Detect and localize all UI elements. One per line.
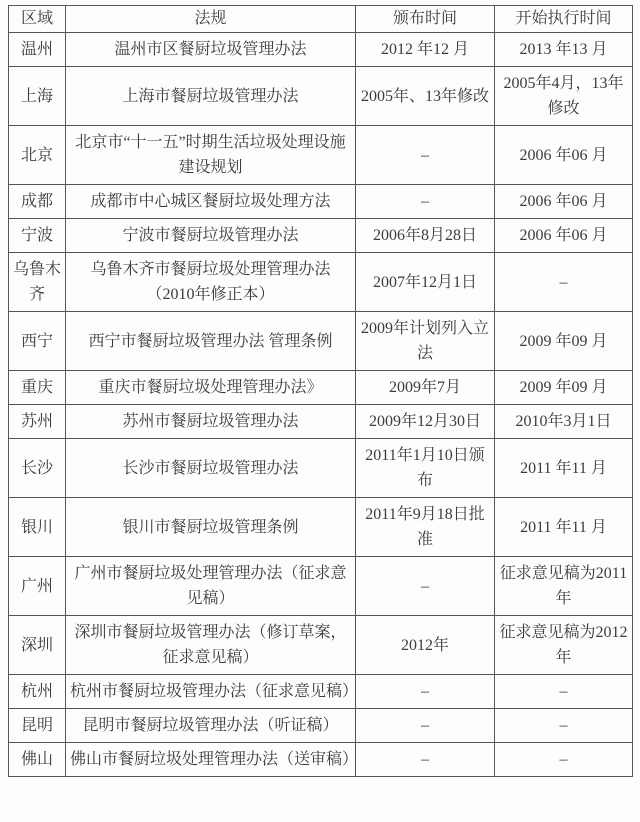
table-row [9, 33, 633, 67]
promulgated-cell: 2009年7月 [356, 371, 495, 405]
promulgated-cell: 2011年9月18日批准 [356, 498, 495, 557]
promulgated-cell: – [356, 675, 495, 709]
effective-cell: 征求意见稿为2011年 [495, 557, 633, 616]
region-cell: 佛山 [9, 743, 66, 777]
effective-cell: 2005年4月，13年修改 [495, 67, 633, 126]
regulation-cell: 长沙市餐厨垃圾管理办法 [66, 439, 356, 498]
table-row [9, 616, 633, 675]
effective-cell: 2006 年06 月 [495, 219, 633, 253]
region-cell: 苏州 [9, 405, 66, 439]
region-cell: 温州 [9, 33, 66, 67]
promulgated-cell: – [356, 185, 495, 219]
column-header-4: 开始执行时间 [495, 6, 633, 33]
promulgated-cell: – [356, 743, 495, 777]
effective-cell: 征求意见稿为2012年 [495, 616, 633, 675]
promulgated-cell: 2012年 [356, 616, 495, 675]
regulation-cell: 西宁市餐厨垃圾管理办法 管理条例 [66, 312, 356, 371]
table-row [9, 219, 633, 253]
table-row [9, 126, 633, 185]
table-row [9, 675, 633, 709]
region-cell: 广州 [9, 557, 66, 616]
promulgated-cell: – [356, 557, 495, 616]
regulation-cell: 苏州市餐厨垃圾管理办法 [66, 405, 356, 439]
region-cell: 重庆 [9, 371, 66, 405]
table-row [9, 498, 633, 557]
effective-cell: 2013 年13 月 [495, 33, 633, 67]
effective-cell: 2009 年09 月 [495, 312, 633, 371]
region-cell: 杭州 [9, 675, 66, 709]
regulation-cell: 杭州市餐厨垃圾管理办法（征求意见稿） [66, 675, 356, 709]
region-cell: 成都 [9, 185, 66, 219]
region-cell: 宁波 [9, 219, 66, 253]
regulation-cell: 重庆市餐厨垃圾处理管理办法》 [66, 371, 356, 405]
promulgated-cell: 2011年1月10日颁布 [356, 439, 495, 498]
region-cell: 上海 [9, 67, 66, 126]
effective-cell: 2006 年06 月 [495, 185, 633, 219]
table-row [9, 557, 633, 616]
effective-cell: – [495, 709, 633, 743]
effective-cell: – [495, 253, 633, 312]
table-row [9, 743, 633, 777]
regulation-cell: 北京市“十一五”时期生活垃圾处理设施建设规划 [66, 126, 356, 185]
table-body [9, 33, 633, 777]
promulgated-cell: – [356, 709, 495, 743]
regulation-cell: 昆明市餐厨垃圾管理办法（听证稿） [66, 709, 356, 743]
header-row [9, 6, 633, 33]
column-header-3: 颁布时间 [356, 6, 495, 33]
regulation-cell: 佛山市餐厨垃圾处理管理办法（送审稿） [66, 743, 356, 777]
effective-cell: 2006 年06 月 [495, 126, 633, 185]
table-row [9, 312, 633, 371]
region-cell: 长沙 [9, 439, 66, 498]
table-row [9, 371, 633, 405]
region-cell: 北京 [9, 126, 66, 185]
effective-cell: 2011 年11 月 [495, 439, 633, 498]
regulation-cell: 广州市餐厨垃圾处理管理办法（征求意见稿） [66, 557, 356, 616]
regulation-cell: 成都市中心城区餐厨垃圾处理方法 [66, 185, 356, 219]
promulgated-cell: 2012 年12 月 [356, 33, 495, 67]
region-cell: 乌鲁木齐 [9, 253, 66, 312]
region-cell: 银川 [9, 498, 66, 557]
table-row [9, 185, 633, 219]
regulation-cell: 乌鲁木齐市餐厨垃圾处理管理办法（2010年修正本） [66, 253, 356, 312]
effective-cell: 2011 年11 月 [495, 498, 633, 557]
effective-cell: – [495, 675, 633, 709]
effective-cell: 2010年3月1日 [495, 405, 633, 439]
regulations-table [8, 5, 633, 777]
promulgated-cell: 2005年、13年修改 [356, 67, 495, 126]
regulation-cell: 宁波市餐厨垃圾管理办法 [66, 219, 356, 253]
promulgated-cell: 2009年计划列入立法 [356, 312, 495, 371]
regulation-cell: 温州市区餐厨垃圾管理办法 [66, 33, 356, 67]
table-row [9, 439, 633, 498]
regulation-cell: 银川市餐厨垃圾管理条例 [66, 498, 356, 557]
table-row [9, 253, 633, 312]
column-header-1: 区域 [9, 6, 66, 33]
region-cell: 西宁 [9, 312, 66, 371]
table-row [9, 405, 633, 439]
column-header-2: 法规 [66, 6, 356, 33]
promulgated-cell: 2006年8月28日 [356, 219, 495, 253]
promulgated-cell: 2009年12月30日 [356, 405, 495, 439]
effective-cell: – [495, 743, 633, 777]
region-cell: 深圳 [9, 616, 66, 675]
promulgated-cell: 2007年12月1日 [356, 253, 495, 312]
region-cell: 昆明 [9, 709, 66, 743]
table-row [9, 709, 633, 743]
regulation-cell: 深圳市餐厨垃圾管理办法（修订草案，征求意见稿） [66, 616, 356, 675]
promulgated-cell: – [356, 126, 495, 185]
effective-cell: 2009 年09 月 [495, 371, 633, 405]
table-row [9, 67, 633, 126]
regulation-cell: 上海市餐厨垃圾管理办法 [66, 67, 356, 126]
